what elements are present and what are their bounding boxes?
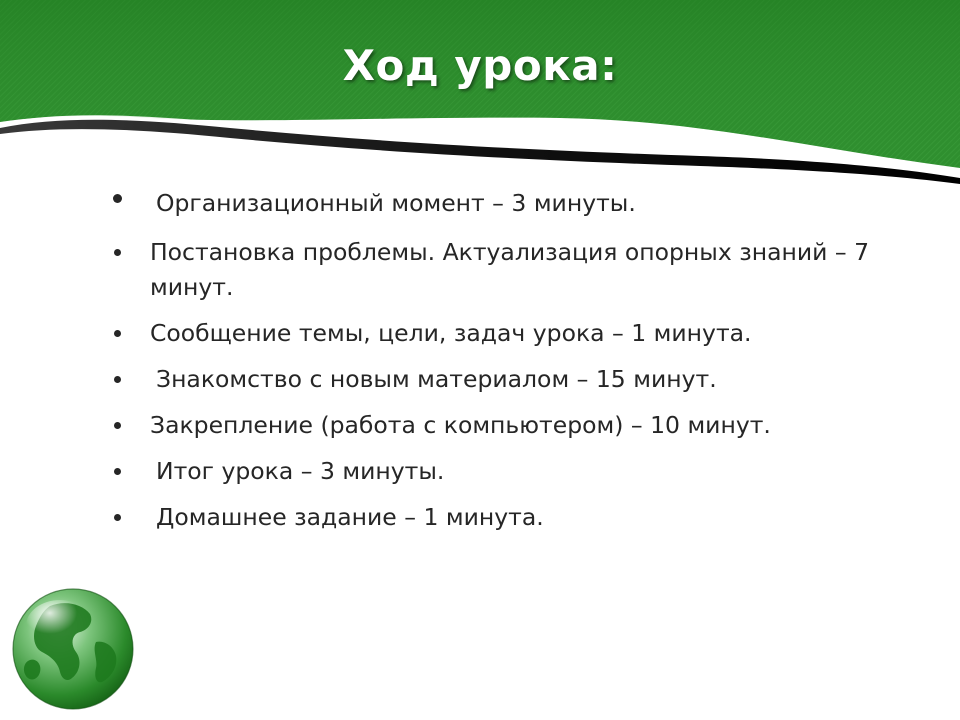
list-item: [108, 316, 948, 351]
list-item: [108, 235, 948, 305]
list-item: [108, 500, 948, 535]
bullet-icon: [114, 422, 121, 429]
list-item-text: Закрепление (работа с компьютером) – 10 минут.: [150, 411, 771, 439]
bullet-icon: [114, 376, 121, 383]
bullet-list: [108, 186, 948, 546]
header-banner: [0, 0, 960, 200]
bullet-icon: [113, 194, 122, 203]
list-item: [108, 186, 948, 221]
list-item-text: Знакомство с новым материалом – 15 минут.: [156, 365, 717, 393]
globe-icon: [10, 586, 136, 712]
bullet-icon: [114, 514, 121, 521]
slide-title: Ход урока:: [342, 41, 618, 90]
list-item: [108, 362, 948, 397]
bullet-icon: [114, 468, 121, 475]
list-item-text: Итог урока – 3 минуты.: [156, 457, 445, 485]
list-item-text: Домашнее задание – 1 минута.: [156, 503, 544, 531]
list-item-text: Организационный момент – 3 минуты.: [156, 189, 636, 217]
list-item: [108, 408, 948, 443]
list-item-text: Постановка проблемы. Актуализация опорных знаний – 7 минут.: [150, 238, 870, 301]
list-item: [108, 454, 948, 489]
bullet-icon: [114, 249, 121, 256]
list-item-text: Сообщение темы, цели, задач урока – 1 минута.: [150, 319, 752, 347]
bullet-icon: [114, 330, 121, 337]
